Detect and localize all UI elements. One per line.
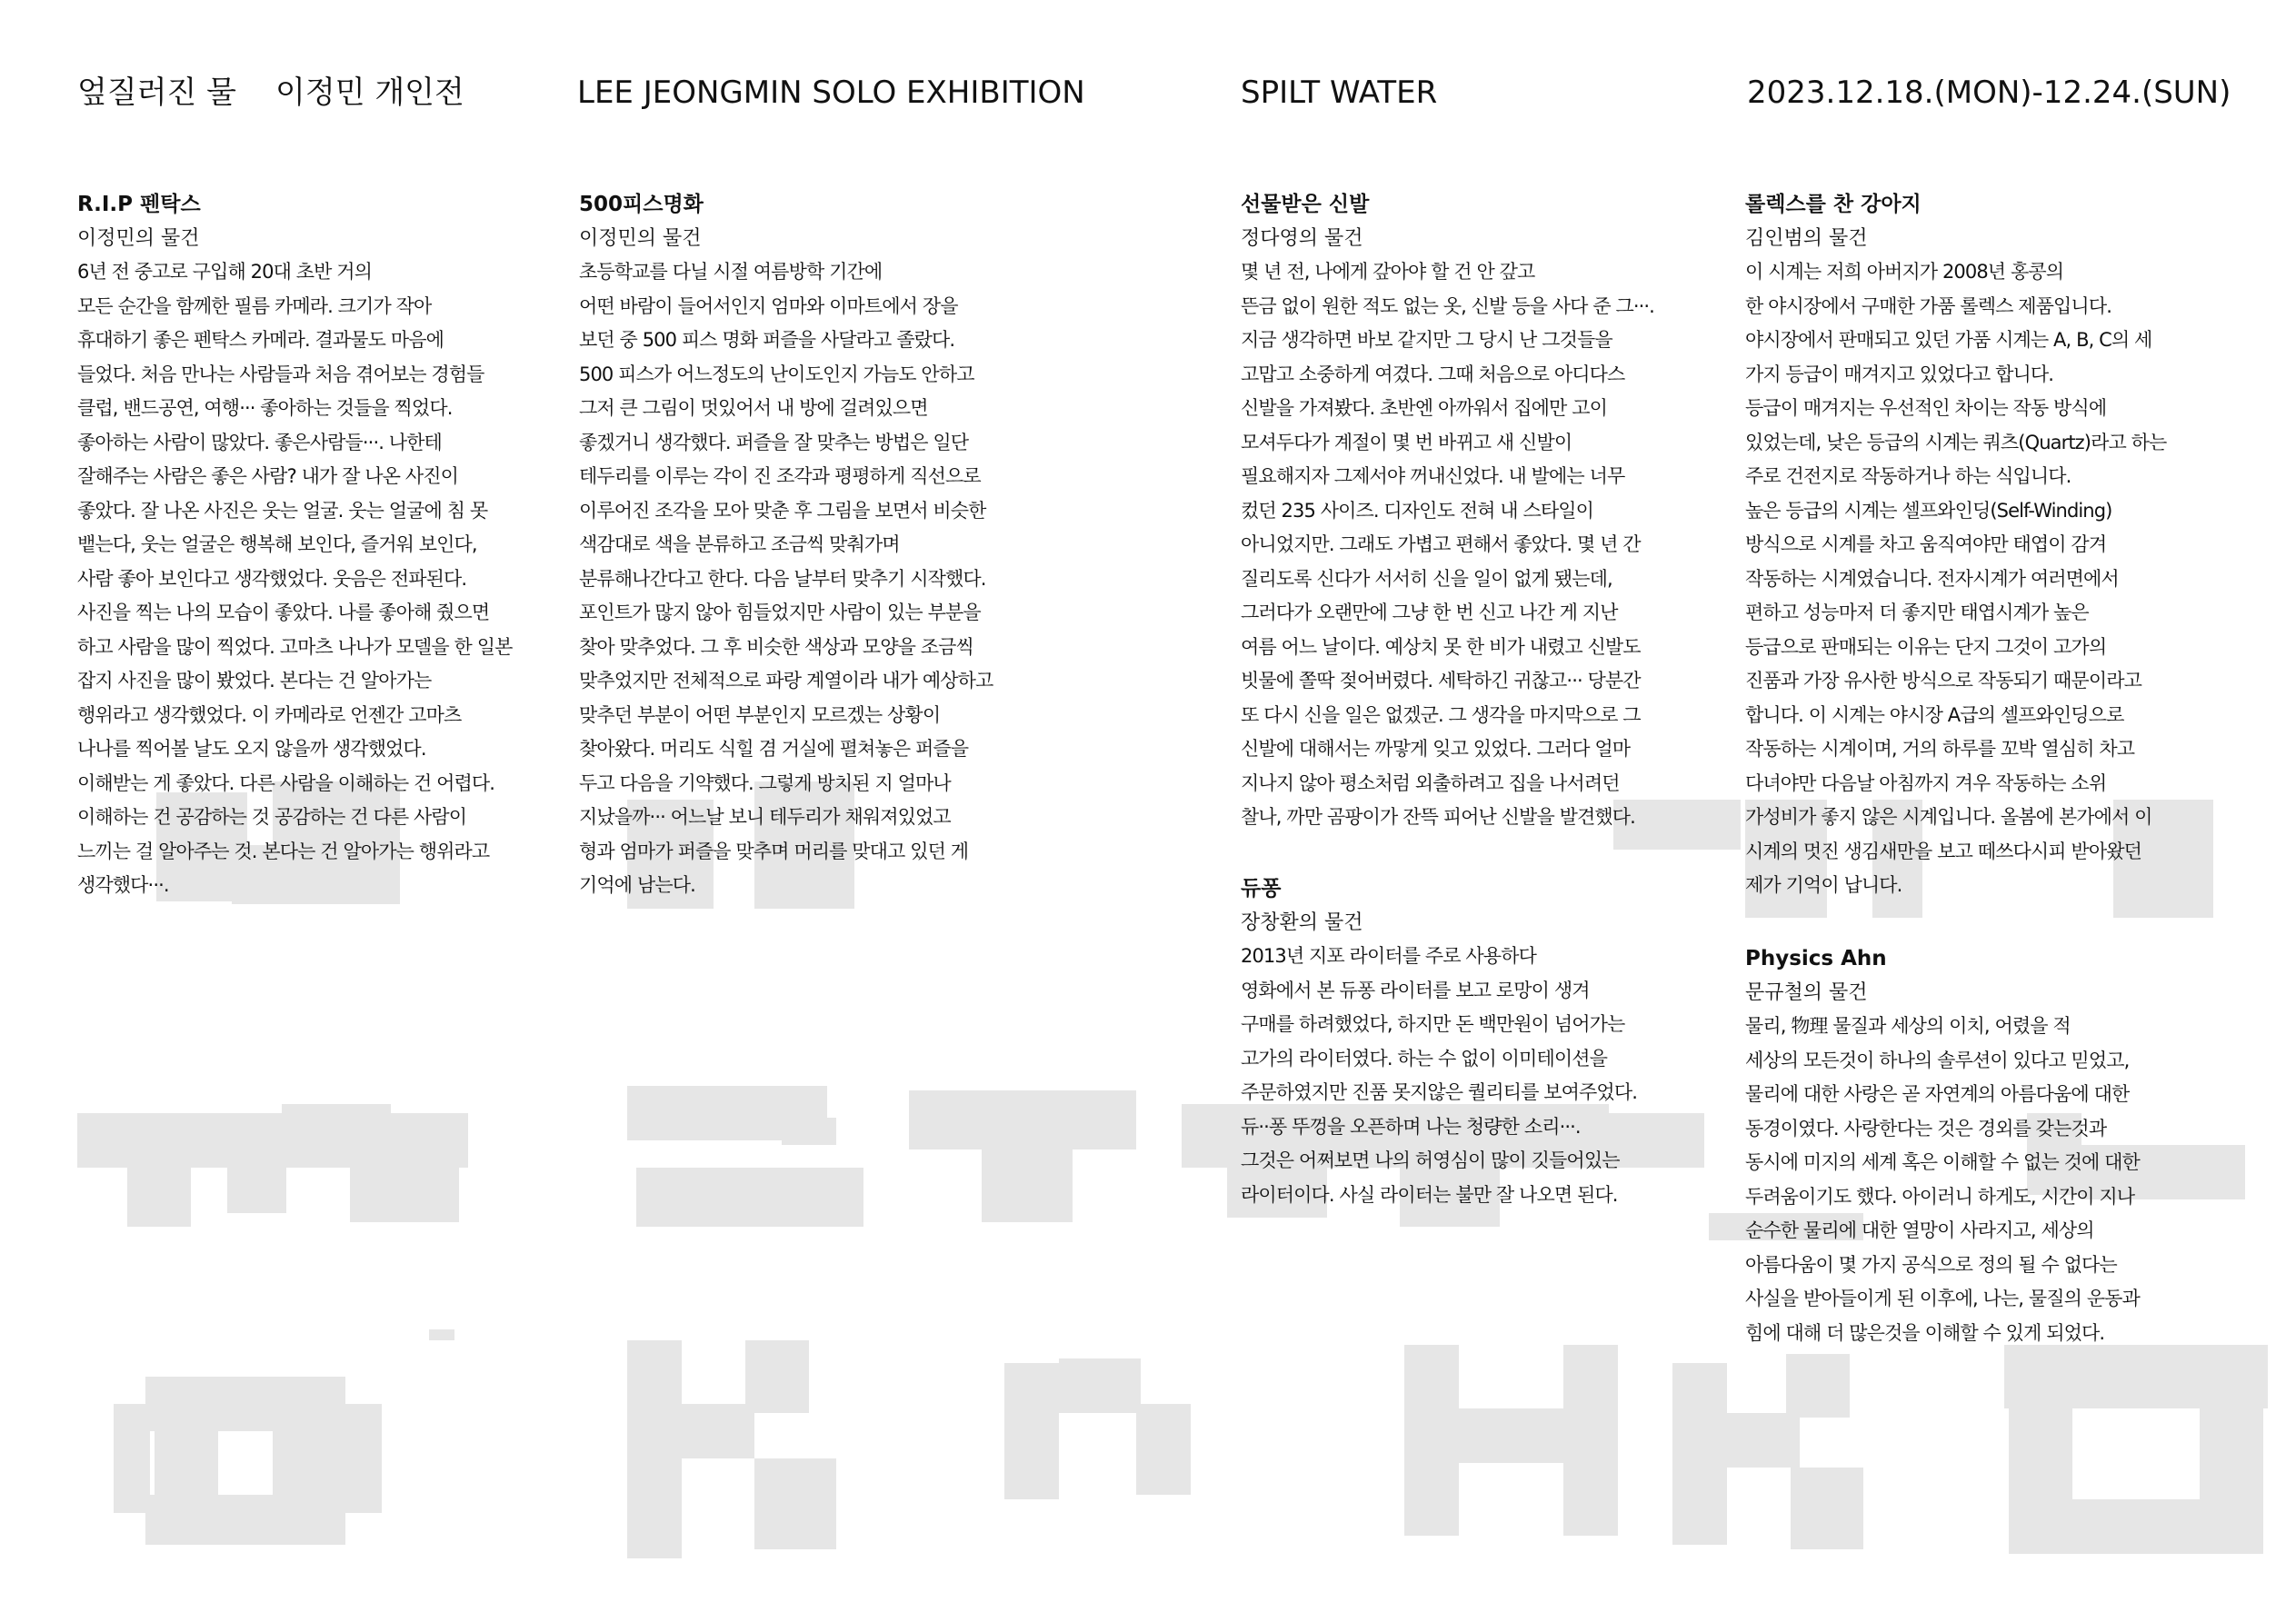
- entry-owner: 문규철의 물건: [1745, 981, 1868, 1004]
- pixel-glyph-1b: [77, 1104, 468, 1227]
- entry-title: 롤렉스를 찬 강아지: [1745, 193, 1922, 216]
- entry-body: 6년 전 중고로 구입해 20대 초반 거의 모든 순간을 함께한 필름 카메라. 크기가 작아 휴대하기 좋은 펜탁스 카메라. 결과물도 마음에 들었다. 처음 만나는 사람들과 처음 겪어보는 경험들 클럽, 밴드공연, 여행··· 좋아하는 것들을 찍었다. 좋아하는 사람이 많았다. 좋은사람들···. 나한테 잘해주는 사람은 좋은 사람? 내가 잘 나온 사진이 좋았다. 잘 나온 사진은 웃는 얼굴. 웃는 얼굴에 침 못 뱉는다, 웃는 얼굴은 행복해 보인다, 즐거워 보인다, 사람 좋아 보인다고 생각했었다. 웃음은 전파된다. 사진을 찍는 나의 모습이 좋았다. 나를 좋아해 줬으면 하고 사람을 많이 찍었다. 고마츠 나나가 모델을 한 일본 잡지 사진을 많이 봤었다. 본다는 건 알아가는 행위라고 생각했었다. 이 카메라로 언젠간 고마츠 나나를 찍어볼 날도 오지 않을까 생각했었다. 이해받는 게 좋았다. 다른 사람을 이해하는 건 어렵다. 이해하는 건 공감하는 것 공감하는 건 다른 사람이 느끼는 걸 알아주는 것. 본다는 건 알아가는 행위라고 생각했다···.: [77, 261, 513, 896]
- entry-title: Physics Ahn: [1745, 947, 1887, 970]
- entry-owner: 정다영의 물건: [1241, 227, 1363, 250]
- entry-dupont: [1241, 872, 1695, 1212]
- entry-owner: 장창환의 물건: [1241, 911, 1363, 934]
- pixel-glyph-4c: [1404, 1345, 1618, 1536]
- pixel-dot: [429, 1329, 454, 1340]
- pixel-glyph-2b: [627, 1086, 863, 1227]
- entry-title: 선물받은 신발: [1241, 193, 1370, 216]
- pixel-glyph-1c: [114, 1377, 382, 1545]
- entry-body: 2013년 지포 라이터를 주로 사용하다 영화에서 본 듀퐁 라이터를 보고 로망이 생겨 구매를 하려했었다, 하지만 돈 백만원이 넘어가는 고가의 라이터였다. 하는 수 없이 이미테이션을 주문하였지만 진품 못지않은 퀄리티를 보여주었다. 듀··퐁 뚜껑을 오픈하며 나는 청량한 소리···. 그것은 어쩌보면 나의 허영심이 많이 깃들어있는 라이터이다. 사실 라이터는 불만 잘 나오면 된다.: [1241, 945, 1637, 1206]
- artist-name-ko: 이정민 개인전: [275, 75, 464, 111]
- pixel-glyph-5c: [1672, 1354, 1863, 1549]
- entry-owner: 이정민의 물건: [77, 227, 200, 250]
- entry-physics-ahn: [1745, 942, 2218, 1350]
- entry-body: 몇 년 전, 나에게 갚아야 할 건 안 갚고 뜬금 없이 원한 적도 없는 옷, 신발 등을 사다 준 그···. 지금 생각하면 바보 같지만 그 당시 난 그것들을 고맙고 소중하게 여겼다. 그때 처음으로 아디다스 신발을 가져봤다. 초반엔 아까워서 집에만 고이 모셔두다가 계절이 몇 번 바뀌고 새 신발이 필요해지자 그제서야 꺼내신었다. 내 발에는 너무 컸던 235 사이즈. 디자인도 전혀 내 스타일이 아니었지만. 그래도 가볍고 편해서 좋았다. 몇 년 간 질리도록 신다가 서서히 신을 일이 없게 됐는데, 그러다가 오랜만에 그냥 한 번 신고 나간 게 지난 여름 어느 날이다. 예상치 못 한 비가 내렸고 신발도 빗물에 쫄딱 젖어버렸다. 세탁하긴 귀찮고··· 당분간 또 다시 신을 일은 없겠군. 그 생각을 마지막으로 그 신발에 대해서는 까맣게 잊고 있었다. 그러다 얼마 지나지 않아 평소처럼 외출하려고 집을 나서려던 찰나, 까만 곰팡이가 잔뜩 피어난 신발을 발견했다.: [1241, 261, 1654, 828]
- entry-title: 500피스명화: [579, 193, 704, 216]
- pixel-glyph-2c: [627, 1340, 836, 1558]
- exhibition-dates: 2023.12.18.(MON)-12.24.(SUN): [1747, 75, 2231, 111]
- entry-title: R.I.P 펜탁스: [77, 193, 201, 216]
- pixel-glyph-3b: [909, 1090, 1136, 1222]
- entry-owner: 김인범의 물건: [1745, 227, 1868, 250]
- pixel-glyph-6c: [2004, 1345, 2268, 1554]
- entry-rip-pentax: [77, 188, 532, 903]
- entry-body: 이 시계는 저희 아버지가 2008년 홍콩의 한 야시장에서 구매한 가품 롤렉스 제품입니다. 야시장에서 판매되고 있던 가품 시계는 A, B, C의 세 가지 등급이 매겨지고 있었다고 합니다. 등급이 매겨지는 우선적인 차이는 작동 방식에 있었는데, 낮은 등급의 시계는 쿼츠(Quartz)라고 하는 주로 건전지로 작동하거나 하는 식입니다. 높은 등급의 시계는 셀프와인딩(Self-Winding) 방식으로 시계를 차고 움직여야만 태엽이 감겨 작동하는 시계였습니다. 전자시계가 여러면에서 편하고 성능마저 더 좋지만 태엽시계가 높은 등급으로 판매되는 이유는 단지 그것이 고가의 진품과 가장 유사한 방식으로 작동되기 때문이라고 합니다. 이 시계는 야시장 A급의 셀프와인딩으로 작동하는 시계이며, 거의 하루를 꼬박 열심히 차고 다녀야만 다음날 아침까지 겨우 작동하는 소위 가성비가 좋지 않은 시계입니다. 올봄에 본가에서 이 시계의 멋진 생김새만을 보고 떼쓰다시피 받아왔던 제가 기억이 납니다.: [1745, 261, 2167, 896]
- entry-owner: 이정민의 물건: [579, 227, 702, 250]
- exhibition-title-en: SPILT WATER: [1241, 75, 1438, 111]
- entry-rolex-dog: [1745, 188, 2218, 903]
- entry-gifted-shoes: [1241, 188, 1695, 835]
- entry-body: 초등학교를 다닐 시절 여름방학 기간에 어떤 바람이 들어서인지 엄마와 이마트에서 장을 보던 중 500 피스 명화 퍼즐을 사달라고 졸랐다. 500 피스가 어느정도의 난이도인지 가늠도 안하고 그저 큰 그림이 멋있어서 내 방에 걸려있으면 좋겠거니 생각했다. 퍼즐을 잘 맞추는 방법은 일단 테두리를 이루는 각이 진 조각과 평평하게 직선으로 이루어진 조각을 모아 맞춘 후 그림을 보면서 비슷한 색감대로 색을 분류하고 조금씩 맞춰가며 분류해나간다고 한다. 다음 날부터 맞추기 시작했다. 포인트가 많지 않아 힘들었지만 사람이 있는 부분을 찾아 맞추었다. 그 후 비슷한 색상과 모양을 조금씩 맞추었지만 전체적으로 파랑 계열이라 내가 예상하고 맞추던 부분이 어떤 부분인지 모르겠는 상황이 찾아왔다. 머리도 식힐 겸 거실에 펼쳐놓은 퍼즐을 두고 다음을 기약했다. 그렇게 방치된 지 얼마나 지났을까··· 어느날 보니 테두리가 채워져있었고 형과 엄마가 퍼즐을 맞추며 머리를 맞대고 있던 게 기억에 남는다.: [579, 261, 993, 896]
- exhibition-name-en: LEE JEONGMIN SOLO EXHIBITION: [577, 75, 1085, 111]
- entry-title: 듀퐁: [1241, 877, 1282, 901]
- entry-body: 물리, 物理 물질과 세상의 이치, 어렸을 적 세상의 모든것이 하나의 솔루션이 있다고 믿었고, 물리에 대한 사랑은 곧 자연계의 아름다움에 대한 동경이였다. 사랑한다는 것은 경외를 갖는것과 동시에 미지의 세계 혹은 이해할 수 없는 것에 대한 두려움이기도 했다. 아이러니 하게도, 시간이 지나 순수한 물리에 대한 열망이 사라지고, 세상의 아름다움이 몇 가지 공식으로 정의 될 수 없다는 사실을 받아들이게 된 이후에, 나는, 물질의 운동과 힘에 대해 더 많은것을 이해할 수 있게 되었다.: [1745, 1015, 2140, 1344]
- exhibition-title-ko: 엎질러진 물: [77, 75, 237, 111]
- entry-500-piece-puzzle: [579, 188, 1033, 903]
- pixel-glyph-3c: [1004, 1358, 1191, 1499]
